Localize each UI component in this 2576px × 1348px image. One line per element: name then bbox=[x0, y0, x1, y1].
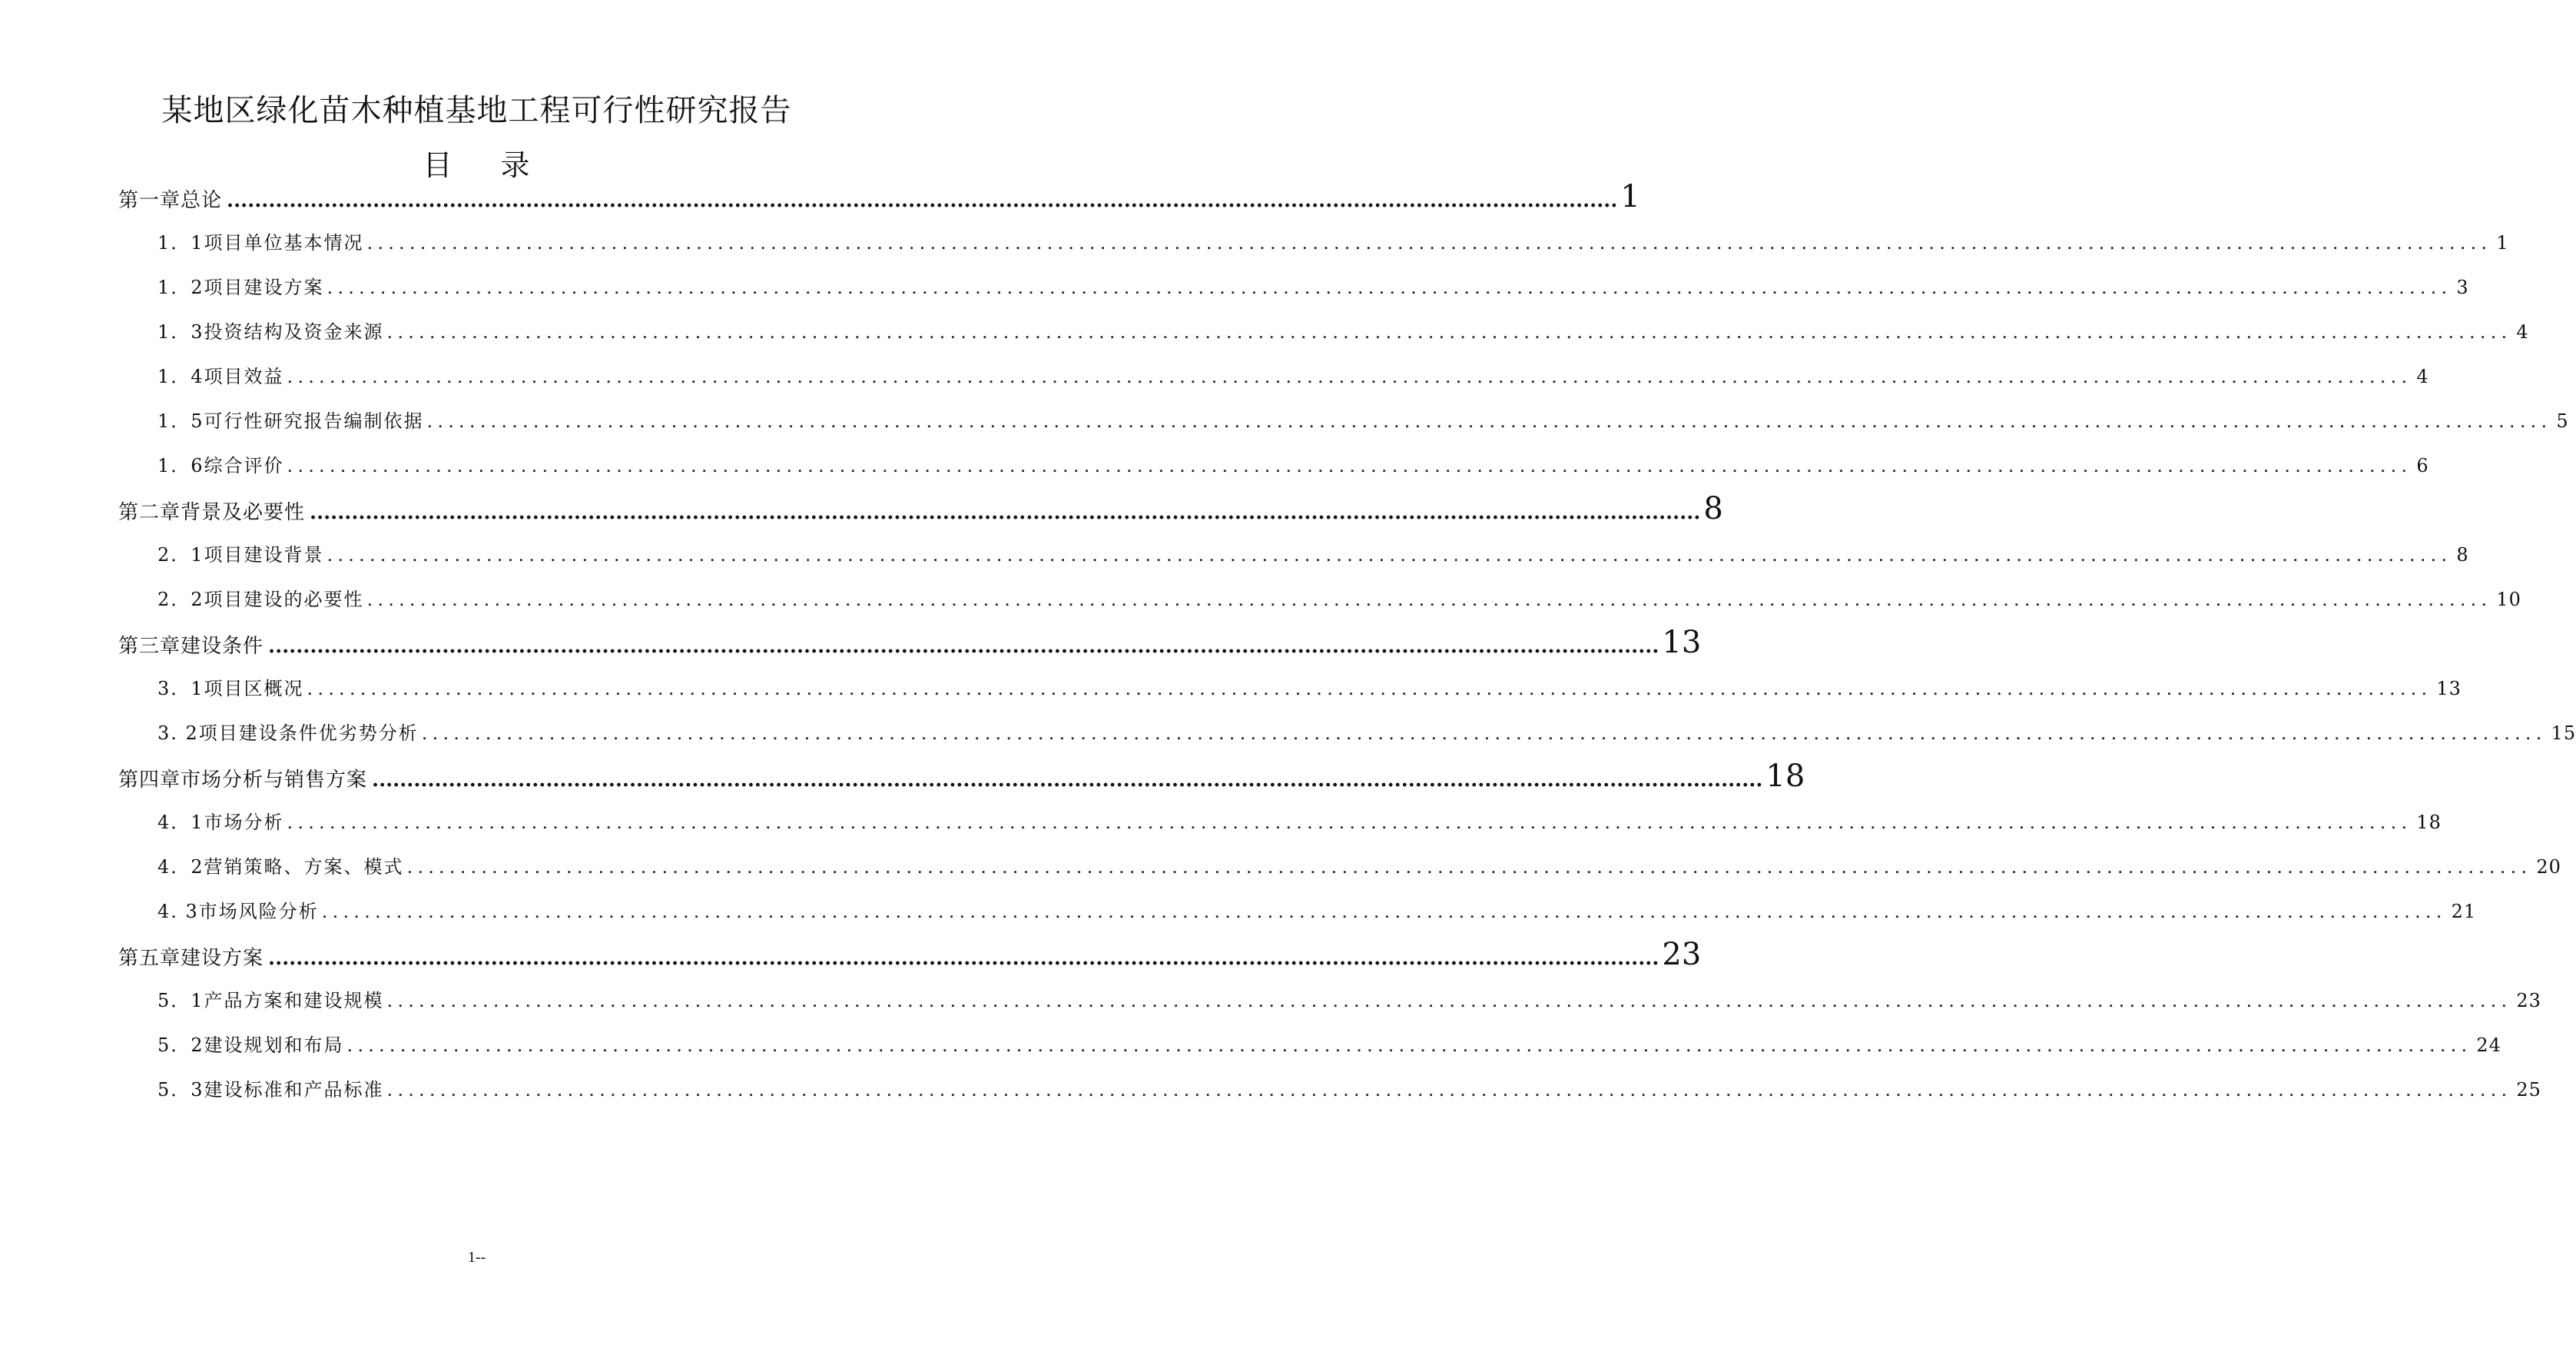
dot-leader: ........................................................................................................................................................................................................ bbox=[287, 812, 2412, 833]
chapter-number: 第四章 bbox=[118, 769, 181, 792]
chapter-page-number: 18 bbox=[1765, 759, 1805, 794]
dot-leader: ........................................................................................................................................................................................................ bbox=[327, 277, 2452, 298]
section-title: 3．1项目区概况 bbox=[157, 678, 304, 699]
toc-section-1-6[interactable] bbox=[157, 450, 2429, 477]
dot-leader: ........................................................................................................................................................................................................ bbox=[227, 189, 1618, 212]
toc-chapter-5[interactable] bbox=[118, 937, 1702, 972]
chapter-title: 总论 bbox=[181, 189, 223, 212]
section-page-number: 10 bbox=[2496, 589, 2521, 610]
section-title: 1．1项目单位基本情况 bbox=[157, 232, 364, 254]
toc-section-4-1[interactable] bbox=[157, 807, 2442, 834]
toc-section-5-2[interactable] bbox=[157, 1030, 2501, 1057]
section-page-number: 23 bbox=[2516, 990, 2541, 1011]
section-title: 1．5可行性研究报告编制依据 bbox=[157, 410, 424, 432]
chapter-title: 建设条件 bbox=[181, 635, 264, 658]
section-page-number: 18 bbox=[2416, 812, 2442, 833]
section-title: 3. 2项目建设条件优劣势分析 bbox=[157, 722, 419, 744]
toc-section-5-3[interactable] bbox=[157, 1074, 2541, 1101]
toc-heading bbox=[0, 146, 953, 184]
chapter-title: 背景及必要性 bbox=[181, 501, 306, 524]
section-title: 4. 3市场风险分析 bbox=[157, 901, 319, 922]
dot-leader: ........................................................................................................................................................................................................ bbox=[366, 589, 2492, 610]
dot-leader: ........................................................................................................................................................................................................ bbox=[310, 501, 1701, 524]
dot-leader: ........................................................................................................................................................................................................ bbox=[386, 1079, 2512, 1101]
chapter-title: 建设方案 bbox=[181, 947, 264, 970]
section-title: 1．2项目建设方案 bbox=[157, 277, 324, 298]
document-title: 某地区绿化苗木种植基地工程可行性研究报告 bbox=[161, 93, 792, 128]
section-page-number: 8 bbox=[2456, 544, 2469, 566]
toc-section-4-2[interactable] bbox=[157, 852, 2561, 878]
dot-leader: ........................................................................................................................................................................................................ bbox=[406, 856, 2532, 878]
dot-leader: ........................................................................................................................................................................................................ bbox=[386, 990, 2512, 1011]
dot-leader: ........................................................................................................................................................................................................ bbox=[287, 366, 2412, 387]
toc-chapter-3[interactable] bbox=[118, 625, 1702, 660]
toc-section-1-3[interactable] bbox=[157, 317, 2529, 344]
dot-leader: ........................................................................................................................................................................................................ bbox=[372, 769, 1763, 792]
section-page-number: 1 bbox=[2496, 232, 2509, 254]
toc-chapter-2[interactable] bbox=[118, 491, 1723, 526]
toc-heading-char-1: 目 bbox=[423, 148, 453, 182]
chapter-page-number: 8 bbox=[1703, 491, 1723, 526]
section-title: 4．1市场分析 bbox=[157, 812, 284, 833]
toc-section-1-2[interactable] bbox=[157, 272, 2469, 299]
section-title: 5．2建设规划和布局 bbox=[157, 1034, 344, 1056]
toc-section-4-3[interactable] bbox=[157, 896, 2477, 923]
toc-section-1-1[interactable] bbox=[157, 227, 2509, 254]
section-title: 5．3建设标准和产品标准 bbox=[157, 1079, 384, 1101]
toc-section-2-2[interactable] bbox=[157, 584, 2521, 611]
dot-leader: ........................................................................................................................................................................................................ bbox=[307, 678, 2432, 699]
section-page-number: 6 bbox=[2416, 455, 2429, 476]
dot-leader: ........................................................................................................................................................................................................ bbox=[366, 232, 2492, 254]
toc-chapter-1[interactable] bbox=[118, 179, 1640, 214]
section-page-number: 25 bbox=[2516, 1079, 2541, 1101]
chapter-number: 第二章 bbox=[118, 501, 181, 524]
chapter-title: 市场分析与销售方案 bbox=[181, 769, 368, 792]
toc-heading-char-2: 录 bbox=[500, 148, 531, 182]
section-page-number: 24 bbox=[2476, 1034, 2501, 1056]
section-page-number: 15 bbox=[2551, 722, 2576, 744]
section-title: 2．2项目建设的必要性 bbox=[157, 589, 364, 610]
dot-leader: ........................................................................................................................................................................................................ bbox=[386, 321, 2512, 343]
section-page-number: 20 bbox=[2536, 856, 2561, 878]
chapter-page-number: 13 bbox=[1662, 625, 1702, 660]
toc-section-5-1[interactable] bbox=[157, 985, 2541, 1012]
section-title: 1．4项目效益 bbox=[157, 366, 284, 387]
dot-leader: ........................................................................................................................................................................................................ bbox=[321, 901, 2447, 922]
dot-leader: ........................................................................................................................................................................................................ bbox=[287, 455, 2412, 476]
section-title: 1．6综合评价 bbox=[157, 455, 284, 476]
section-title: 1．3投资结构及资金来源 bbox=[157, 321, 384, 343]
section-page-number: 5 bbox=[2556, 410, 2569, 432]
dot-leader: ........................................................................................................................................................................................................ bbox=[426, 410, 2552, 432]
section-page-number: 13 bbox=[2436, 678, 2462, 699]
section-title: 5．1产品方案和建设规模 bbox=[157, 990, 384, 1011]
section-title: 2．1项目建设背景 bbox=[157, 544, 324, 566]
chapter-page-number: 23 bbox=[1662, 937, 1702, 972]
toc-section-1-4[interactable] bbox=[157, 361, 2429, 388]
toc-section-3-1[interactable] bbox=[157, 673, 2462, 700]
dot-leader: ........................................................................................................................................................................................................ bbox=[421, 722, 2547, 744]
toc-section-2-1[interactable] bbox=[157, 540, 2469, 566]
section-page-number: 21 bbox=[2451, 901, 2477, 922]
toc-section-3-2[interactable] bbox=[157, 718, 2576, 745]
section-title: 4．2营销策略、方案、模式 bbox=[157, 856, 404, 878]
dot-leader: ........................................................................................................................................................................................................ bbox=[346, 1034, 2472, 1056]
page-footer-number: 1-- bbox=[467, 1249, 486, 1266]
chapter-page-number: 1 bbox=[1620, 179, 1640, 214]
chapter-number: 第五章 bbox=[118, 947, 181, 970]
dot-leader: ........................................................................................................................................................................................................ bbox=[327, 544, 2452, 566]
section-page-number: 4 bbox=[2516, 321, 2529, 343]
dot-leader: ........................................................................................................................................................................................................ bbox=[268, 635, 1659, 658]
chapter-number: 第三章 bbox=[118, 635, 181, 658]
chapter-number: 第一章 bbox=[118, 189, 181, 212]
toc-section-1-5[interactable] bbox=[157, 406, 2569, 433]
section-page-number: 3 bbox=[2456, 277, 2469, 298]
toc-chapter-4[interactable] bbox=[118, 759, 1805, 794]
section-page-number: 4 bbox=[2416, 366, 2429, 387]
dot-leader: ........................................................................................................................................................................................................ bbox=[268, 947, 1659, 970]
